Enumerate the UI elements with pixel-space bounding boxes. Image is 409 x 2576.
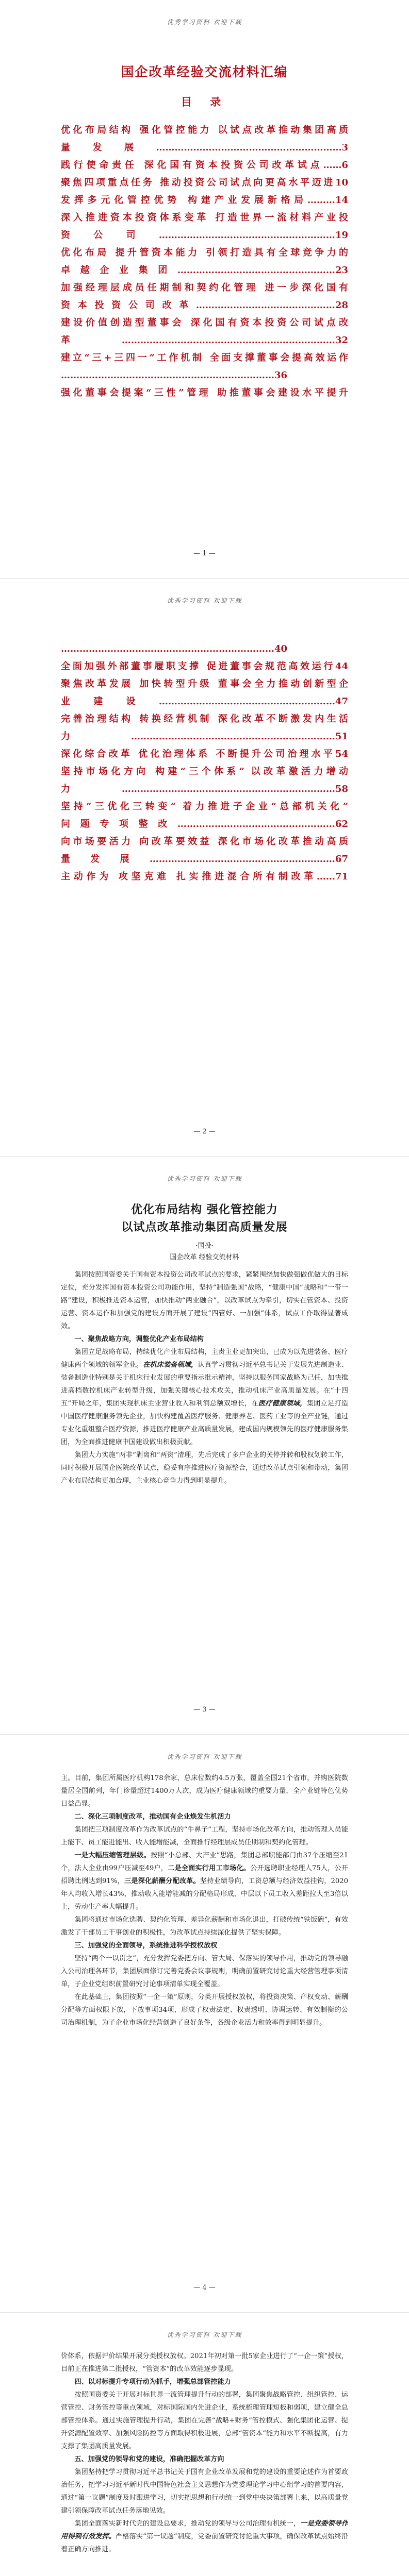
toc-item[interactable]: 向市场要活力 向改革要效益 深化市场化改革推动高质: [61, 836, 348, 847]
toc-item[interactable]: 量发展……………………………………………………67: [61, 854, 348, 865]
paragraph: 集团大力实施“两非”剥离和“两资”清理，先后完成了多户企业的关停并转和股权划转工作，同时积极开展国企医院改革试点，稳妥有序推进医疗资源整合，通过改革试点引领和带动，集团产业布局结构更加合理，主业核心竞争力得到明显提升。: [61, 1451, 348, 1485]
text-run: 公开选聘职业经理人75人，公开招聘比例达到91%，: [61, 1865, 348, 1885]
article-title-line: 优化布局结构 强化管控能力: [131, 1203, 278, 1216]
toc-item[interactable]: 强化董事会提案“三性”管理 助推董事会建设水平提升: [61, 387, 348, 398]
toc-item[interactable]: 量发展……………………………………………………3: [61, 142, 348, 153]
page-content: [61, 37, 348, 537]
paragraph: 在此基础上，集团按照“一企一策”原则，分类开展授权放权，将投资决策、产权变动、薪酬分配等方面权限下放，下放事项34项，形成了权责法定、权责透明、协调运转、有效制衡的公司治理机制，为子企业市场化经营创造了良好条件，各级企业活力和效率得到明显提升。: [61, 1993, 348, 2027]
toc-heading: 目 录: [181, 95, 228, 108]
paragraph: 价体系，依据评价结果开展分类授权放权。2021年初对第一批5家企业进行了“一企一策”授权，目前正在推进第二批授权，“管资本”的改革效能逐步显现。: [61, 2352, 348, 2373]
header-note: 优秀学习资料 欢迎下载: [167, 19, 242, 26]
toc-item[interactable]: 资公司…………………………………………………19: [61, 230, 348, 241]
text-run: 集团全面落实新时代党的建设总要求，推动党的领导与公司治理有机统一，: [74, 2520, 301, 2528]
page-number: — 4 —: [193, 2284, 216, 2292]
text-run: 坚持业绩导向，工资总额与经济效益挂钩，2020年人均收入增长43%，推动收入能增能减的分配格局形成，中层以下员工收入差距拉大至3倍以上，劳动生产率大幅提升。: [61, 1877, 348, 1911]
document-page-2: [0, 578, 409, 1156]
table-of-contents: [61, 122, 348, 402]
toc-item[interactable]: 聚焦四项重点任务 推动投资公司试点向更高水平迈进10: [61, 177, 348, 188]
toc-item[interactable]: 资本投资公司改革………………………………………28: [61, 300, 348, 311]
text-run: 集团立足战略布局，持续优化产业布局结构，主责主业更加突出，已成为以先进装备、医疗健康两个领域的领军企业。: [61, 1348, 348, 1369]
page-content: [61, 2350, 348, 2576]
page-number: — 2 —: [193, 1128, 216, 1136]
toc-item[interactable]: 发挥多元化管控优势 构建产业发展新格局………14: [61, 195, 348, 206]
page-content: [61, 640, 348, 1115]
paragraph: 集团把三项制度改革作为改革试点的“牛鼻子”工程，坚持市场化改革方向，推动管理人员能上能下、员工能进能出、收入能增能减，全面推行经理层成员任期制和契约化管理。: [61, 1826, 348, 1846]
document-page-4: [0, 1734, 409, 2312]
page-number: — 3 —: [193, 1706, 216, 1714]
toc-item[interactable]: 力…………………………………………………………51: [61, 731, 348, 742]
toc-item[interactable]: 聚焦改革发展 加快转型升级 董事会全力推动创新型企: [61, 679, 348, 689]
toc-item[interactable]: 完善治理结构 转换经营机制 深化改革不断激发内生活: [61, 714, 348, 724]
header-note: 优秀学习资料 欢迎下载: [167, 597, 242, 604]
paragraph: [61, 2517, 348, 2556]
article-author: ·国投·: [195, 1242, 214, 1250]
emphasis-text: 一是大幅压缩管理层级。: [74, 1852, 151, 1859]
section-heading: 一、聚焦战略方向，调整优化产业布局结构: [74, 1335, 204, 1343]
toc-item[interactable]: 业建设…………………………………………………47: [61, 696, 348, 707]
toc-item[interactable]: 深化综合改革 优化治理体系 不断提升公司治理水平54: [61, 749, 348, 759]
toc-item[interactable]: 全面加强外部董事履职支撑 促进董事会规范高效运行44: [61, 661, 348, 672]
paragraph: [61, 1849, 348, 1913]
toc-item[interactable]: 革……………………………………………………………32: [61, 335, 348, 346]
table-of-contents-continued: [61, 640, 348, 886]
toc-item[interactable]: 建立“三+三四一”工作机制 全面支撑董事会提高效运作: [61, 352, 348, 363]
toc-item[interactable]: 建设价值创造型董事会 深化国有资本投资公司试点改: [61, 317, 348, 328]
emphasis-text: 一是党委领导作用得到有效发挥。: [61, 2520, 348, 2540]
section-heading: 五、加强党的领导和党的建设，准确把握改革方向: [74, 2455, 224, 2463]
document-page-3: [0, 1156, 409, 1734]
toc-item[interactable]: ……………………………………………………………40: [61, 643, 288, 654]
toc-item[interactable]: 问题专项整改……………………………………………62: [61, 819, 348, 829]
toc-item[interactable]: 主动作为 攻坚克难 扎实推进混合所有制改革……71: [61, 871, 348, 882]
toc-item[interactable]: 优化布局 提升管资本能力 引领打造具有全球竞争力的: [61, 247, 348, 258]
toc-item[interactable]: 深入推进资本投资体系变革 打造世界一流材料产业投: [61, 212, 348, 223]
toc-item[interactable]: 力……………………………………………………………58: [61, 784, 348, 794]
document-page-1: [0, 0, 409, 578]
section-heading: 三、加强党的全面领导，系统推进科学授权放权: [74, 1942, 218, 1950]
text-run: 严格落实“第一议题”制度，党委前置研究讨论重大事项，确保改革试点始终沿着正确方向推进。: [61, 2533, 348, 2553]
page-number: — 1 —: [193, 550, 216, 557]
emphasis-text: 在机床装备领域，: [143, 1361, 198, 1369]
article-title: [61, 1201, 348, 1236]
paragraph: 主。目前，集团所属医疗机构178余家，总床位数约4.5万张，覆盖全国21个省市，并购医院数量居全国前列，年门诊量超过1400万人次，成为医疗健康领域的重要力量，全产业链特色优势日益凸显。: [61, 1774, 348, 1808]
text-run: 认真学习贯彻习近平总书记关于发展先进制造业、装备制造业特别是关于机床行业发展的重要指示批示精神，坚持以服务国家战略为己任，加快推进高档数控机床产业转型升级，加强关键核心技术攻关，推动机床产业高质量发展。在“十四五”开局之年，集团实现机床主业营业收入和利润总额双增长，在: [61, 1361, 348, 1408]
emphasis-text: 二是全面实行用工市场化。: [168, 1865, 250, 1872]
document-page-5: [0, 2312, 409, 2576]
page-content: [61, 1194, 348, 1693]
article-title-line: 以试点改革推动集团高质量发展: [121, 1221, 288, 1234]
emphasis-text: 医疗健康领域，: [258, 1400, 307, 1408]
toc-item[interactable]: 加强经理层成员任期制和契约化管理 进一步深化国有: [61, 282, 348, 293]
text-run: 按照“小总部、大产业”思路，集团总部职能部门由37个压缩至21个，法人企业由99户压减至49户，: [61, 1852, 348, 1872]
paragraph: [61, 1346, 348, 1449]
toc-item[interactable]: 坚持“三优化三转变” 着力推进子企业“总部机关化”: [61, 801, 348, 812]
toc-item[interactable]: 践行使命责任 深化国有资本投资公司改革试点……6: [61, 160, 348, 171]
paragraph: 集团坚持把学习贯彻习近平总书记关于国有企业改革发展和党的建设的重要论述作为首要政治任务，把学习习近平新时代中国特色社会主义思想作为党委理论学习中心组学习的首要内容，通过“第一议题”制度及时跟进学习，切实把思想和行动统一到党中央决策部署上来，以高质量党建引领保障改革试点任务落地见效。: [61, 2468, 348, 2515]
paragraph: 坚持“两个一以贯之”，充分发挥党委把方向、管大局、保落实的领导作用，推动党的领导融入公司治理各环节，集团层面修订完善党委会议事规则，明确前置研究讨论重大经营管理事项清单，子企业党组织前置研究讨论事项清单实现全覆盖。: [61, 1955, 348, 1988]
emphasis-text: 三是深化薪酬分配改革。: [124, 1877, 200, 1885]
text-run: 集团立足打造中国医疗健康服务领先企业，加快构建覆盖医疗服务、健康养老、医药工业等的全产业链，通过专业化重组整合医疗资源，推进医疗健康产业高质量发展，建成国内规模领先的医疗健康服务集团，为全面推进健康中国建设做出积极贡献。: [61, 1400, 348, 1446]
toc-item[interactable]: 优化布局结构 强化管控能力 以试点改革推动集团高质: [61, 125, 348, 135]
header-note: 优秀学习资料 欢迎下载: [167, 1753, 242, 1760]
toc-item[interactable]: ……………………………………………………………36: [61, 370, 288, 381]
toc-item[interactable]: 卓越企业集团……………………………………………23: [61, 265, 348, 276]
paragraph: 按照国资委关于开展对标世界一流管理提升行动的部署，集团聚焦战略管控、组织管控、运营管控、财务管控等重点领域，对标国际国内先进企业，系统梳理管理短板和弱项，建立健全总部管控体系。通过实施管理提升行动，集团在完善“战略+财务”管控模式、强化集团化运营、提升资源配置效率、加强风险防控等方面取得积极进展，总部“管资本”能力和水平不断提高，有力支撑了集团高质量发展。: [61, 2391, 348, 2450]
document-title: 国企改革经验交流材料汇编: [121, 64, 288, 79]
section-heading: 二、深化三项制度改革，推动国有企业焕发生机活力: [74, 1813, 231, 1821]
toc-item[interactable]: 坚持市场化方向 构建“三个体系” 以改革激活力增动: [61, 766, 348, 777]
page-content: [61, 1772, 348, 2271]
section-heading: 四、以对标提升专项行动为抓手，增强总部管控能力: [74, 2378, 231, 2386]
paragraph: 集团将通过市场化选聘、契约化管理、差异化薪酬和市场化退出，打破传统“铁饭碗”，有效激发了干部员工干事创业的积极性，为改革试点持续深化提供了坚实保障。: [61, 1916, 348, 1937]
header-note: 优秀学习资料 欢迎下载: [167, 1175, 242, 1182]
header-note: 优秀学习资料 欢迎下载: [167, 2331, 242, 2338]
article-source: 国企改革 经验交流材料: [170, 1253, 239, 1261]
paragraph: 集团按照国资委关于国有资本投资公司改革试点的要求，紧紧围绕加快做强做优做大的目标定位，充分发挥国有资本投资公司功能作用，坚持“制造强国”战略，“健康中国”战略和“一带一路”建设，积极推进资本运营，加快推动“两业融合”，以改革试点为牵引，切实在管资本、投资运营、资本运作和加强党的建设方面开展了建设“四管好、一加强”体系，试点工作取得显著成效。: [61, 1271, 348, 1330]
